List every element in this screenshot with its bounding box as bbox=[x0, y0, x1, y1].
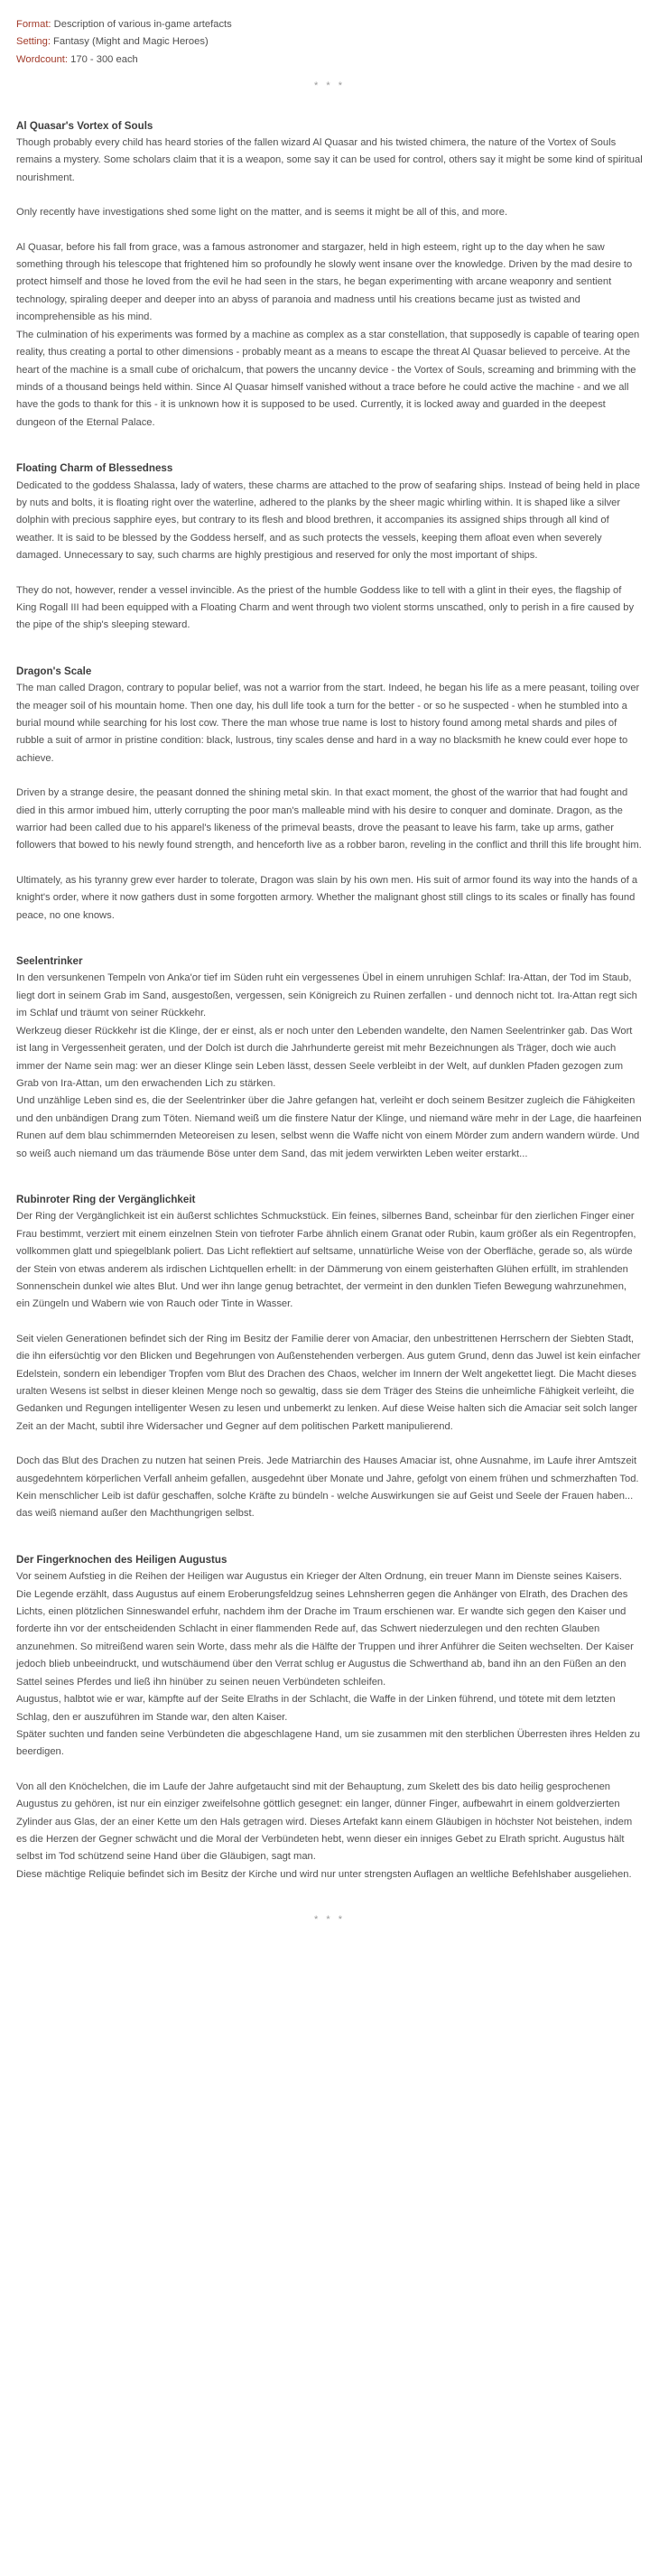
separator-bottom: * * * bbox=[314, 1914, 345, 1926]
wordcount-line bbox=[16, 51, 643, 69]
article-paragraph: Vor seinem Aufstieg in die Reihen der Heiligen war Augustus ein Krieger der Alten Ordnung, ein treuer Mann im Dienste seines Kaisers. bbox=[16, 1571, 622, 1583]
article-paragraph: Driven by a strange desire, the peasant donned the shining metal skin. In that exact moment, the ghost of the warrior that had fought and died in this armor imbued him, utterly corrupting the poor man's malleable mind with his desire to conquer and dominate. Dragon, as the warrior had been called due to his apparel's likeness of the primeval beasts, drove the peasant to leave his farm, take up arms, gather followers that bowed to his newly found strength, and henceforth live as a robber baron, reveling in the conflict and thrill this life brought him. bbox=[16, 787, 642, 851]
article-paragraph: Only recently have investigations shed some light on the matter, and is seems it might be all of this, and more. bbox=[16, 207, 508, 219]
article-paragraph: Die Legende erzählt, dass Augustus auf einem Eroberungsfeldzug seines Lehnsherren gegen die Anhänger von Elrath, des Drachen des Lichts, einen plötzlichen Sinneswandel erfuhr, nachdem ihm der Drache im Traum erschienen war. Er wandte sich gegen den Kaiser und forderte ihn vor der entscheidenden Schlacht in einer flammenden Rede auf, das Schwert niederzulegen und den rechten Glauben anzunehmen. So mitreißend waren sein Worte, dass mehr als die Hälfte der Truppen und ihrer Anführer die Seiten wechselten. Der Kaiser jedoch blieb unbeeindruckt, und wutschäumend über den Verrat schlug er Augustus die Schwerthand ab, band ihn an den Füßen an den Sattel seines Pferdes und ließ ihn hinüber zu seinen neuen Verbündeten schleifen. bbox=[16, 1588, 634, 1688]
article-paragraph: They do not, however, render a vessel invincible. As the priest of the humble Goddess like to tell with a glint in their eyes, the flagship of King Rogall III had been equipped with a Floating Charm and went through two violent storms unscathed, only to perish in a fire caused by the pipe of the ship's sleeping steward. bbox=[16, 584, 635, 631]
article-paragraph: Und unzählige Leben sind es, die der Seelentrinker über die Jahre gefangen hat, verleiht er doch seinem Besitzer zugleich die Fähigkeiten und den unbändigen Drang zum Töten. Niemand weiß um die finstere Natur der Klinge, und niemand wäre mehr in der Lage, die haarfeinen Runen auf dem blau schimmernden Meteoreisen zu lesen, selbst wenn die Waffe nicht von einem Mörder zum andern wandern würde. Und so weiß auch niemand um das träumende Böse unter dem Sand, das mit jedem verwirkten Leben weiter erstarkt... bbox=[16, 1095, 642, 1159]
article-paragraph: Ultimately, as his tyranny grew ever harder to tolerate, Dragon was slain by his own men. His suit of armor found its way into the hands of a knight's order, where it now gathers dust in some forgotten armory. Whether the malignant ghost still clings to its scales or finally has found peace, no one knows. bbox=[16, 874, 638, 921]
article-paragraph: Der Ring der Vergänglichkeit ist ein äußerst schlichtes Schmuckstück. Ein feines, silbernes Band, scheinbar für den zierlichen Finger einer Frau bestimmt, verziert mit einem einzelnen Stein von tiefroter Farbe ähnlich einem Granat oder Rubin, kaum größer als ein Regentropfen, vollkommen glatt und spiegelblank poliert. Das Licht reflektiert auf seltsame, unnatürliche Weise von der Oberfläche, gerade so, als würde der Stein von etwas anderem als irdischen Lichtquellen erhellt: in der Dämmerung von einem geisterhaften Glühen erfüllt, im strahlenden Sonnenschein dunkel wie altes Blut. Und wer ihn lange genug betrachtet, der vermeint in den dunklen Tiefen Bewegung wahrzunehmen, ein Züngeln und Wabern wie von Rauch oder Tinte in Wasser. bbox=[16, 1211, 636, 1310]
article-title: Floating Charm of Blessedness bbox=[16, 462, 173, 475]
wordcount-value: 170 - 300 each bbox=[68, 53, 138, 65]
article-floating-charm bbox=[16, 460, 643, 635]
format-value: Description of various in-game artefacts bbox=[51, 19, 232, 30]
setting-line bbox=[16, 33, 643, 51]
article-seelentrinker bbox=[16, 953, 643, 1163]
wordcount-key: Wordcount: bbox=[16, 53, 69, 65]
article-title: Seelentrinker bbox=[16, 955, 83, 968]
article-paragraph: Diese mächtige Reliquie befindet sich im Besitz der Kirche und wird nur unter strengsten Auflagen an weltliche Befehlshaber ausgeliehen. bbox=[16, 1868, 632, 1880]
article-title: Al Quasar's Vortex of Souls bbox=[16, 119, 153, 132]
setting-value: Fantasy (Might and Magic Heroes) bbox=[50, 36, 209, 48]
article-rubinroter-ring bbox=[16, 1191, 643, 1523]
setting-key: Setting: bbox=[16, 36, 51, 48]
article-paragraph: Though probably every child has heard stories of the fallen wizard Al Quasar and his twisted chimera, the nature of the Vortex of Souls remains a mystery. Some scholars claim that it is a weapon, some say it can be used for control, others say it might be some kind of spiritual nourishment. bbox=[16, 137, 643, 183]
article-title: Dragon's Scale bbox=[16, 665, 92, 677]
article-paragraph: The man called Dragon, contrary to popular belief, was not a warrior from the start. Indeed, he began his life as a mere peasant, toiling over the meager soil of his mountain home. Then one day, his dull life took a turn for the better - or so he suspected - when he stumbled into a burial mound while searching for his lost cow. There the man whose true name is lost to history found among metal shards and piles of rubble a suit of armor in pristine condition: black, lustrous, tiny scales dense and hard in a way no blacksmith he knew could ever hope to achieve. bbox=[16, 683, 640, 764]
separator-top: * * * bbox=[314, 80, 345, 92]
article-fingerknochen bbox=[16, 1551, 643, 1883]
article-paragraph: The culmination of his experiments was formed by a machine as complex as a star constellation, that supposedly is capable of tearing open reality, thus creating a portal to other dimensions - probably meant as a means to escape the threat Al Quasar believed to perceive. At the heart of the machine is a small cube of orichalcum, that powers the uncanny device - the Vortex of Souls, screaming and brimming with the minds of a thousand beings held within. Since Al Quasar himself vanished without a trace before he could active the machine - and we all have the gods to thank for this - it is unknown how it is supposed to be used. Currently, it is locked away and guarded in the deepest dungeon of the Eternal Palace. bbox=[16, 329, 640, 428]
format-line bbox=[16, 16, 643, 33]
article-paragraph: Augustus, halbtot wie er war, kämpfte auf der Seite Elraths in der Schlacht, die Waffe in der Linken führend, und tötete mit dem letzten Schlag, den er auszuführen im Stande war, den alten Kaiser. bbox=[16, 1694, 616, 1723]
article-paragraph: Seit vielen Generationen befindet sich der Ring im Besitz der Familie derer von Amaciar, den unbestrittenen Herrschern der Siebten Stadt, die ihn eifersüchtig vor den Blicken und Begehrungen von Außenstehenden verbergen. Aus gutem Grund, denn das Juwel ist kein einfacher Edelstein, sondern ein lebendiger Tropfen vom Blut des Drachen des Chaos, welcher im Innern der Welt angekettet liegt. Die Macht dieses uralten Wesens ist selbst in dieser kleinen Menge noch so gewaltig, dass sie dem Träger des Steins die unheimliche Fähigkeit verleiht, die Gedanken und Regungen intelligenter Wesen zu lesen und unbemerkt zu lenken. Auf diese Weise halten sich die Amaciar seit solch langer Zeit an der Macht, subtil ihre Widersacher und Gegner auf dem politischen Parkett manipulierend. bbox=[16, 1333, 641, 1432]
article-dragons-scale bbox=[16, 663, 643, 925]
format-key: Format: bbox=[16, 19, 51, 30]
article-paragraph: In den versunkenen Tempeln von Anka'or tief im Süden ruht ein vergessenes Übel in einem unruhigen Schlaf: Ira-Attan, der Tod im Staub, liegt dort in seinem Grab im Sand, ausgestoßen, vergessen, sein Königreich zu Ruinen zerfallen - und dennoch nicht tot. Ira-Attan regt sich im Schlaf und träumt von seiner Rückkehr. bbox=[16, 972, 637, 1019]
article-vortex-of-souls bbox=[16, 117, 643, 432]
article-paragraph: Al Quasar, before his fall from grace, was a famous astronomer and stargazer, held in high esteem, right up to the day when he saw something through his telescope that frightened him so profoundly he slowly went insane over the knowledge. Driven by the mad desire to protect himself and those he loved from the evil he had seen in the stars, he began experimenting with arcane weaponry and sentient technology, spiraling deeper and deeper into an abyss of paranoia and madness until his creations became just as twisted and incomprehensible as his mind. bbox=[16, 241, 633, 323]
article-paragraph: Doch das Blut des Drachen zu nutzen hat seinen Preis. Jede Matriarchin des Hauses Amaciar ist, ohne Ausnahme, im Laufe ihrer Amtszeit ausgedehntem körperlichen Verfall anheim gefallen, ausgedehnt über Monate und Jahre, gefolgt von einem frühen und schmerzhaften Tod. Kein menschlicher Leib ist dafür geschaffen, solche Kräfte zu bündeln - welche Auswirkungen sie auf Geist und Seele der Frauen haben... das weiß niemand außer den Machthungrigen selbst. bbox=[16, 1455, 639, 1520]
article-title: Rubinroter Ring der Vergänglichkeit bbox=[16, 1193, 196, 1205]
article-paragraph: Werkzeug dieser Rückkehr ist die Klinge, der er einst, als er noch unter den Lebenden wandelte, den Namen Seelentrinker gab. Das Wort ist lang in Vergessenheit geraten, und der Dolch ist durch die Jahrhunderte gereist mit mehr Bezeichnungen als Träger, doch wie auch immer der Name sein mag: wer an dieser Klinge sein Leben lässt, dessen Seele verbleibt in der Welt, auf dunklen Pfaden gezogen zum Grab von Ira-Attan, um den erwachenden Lich zu stärken. bbox=[16, 1025, 633, 1089]
article-paragraph: Von all den Knöchelchen, die im Laufe der Jahre aufgetaucht sind mit der Behauptung, zum Skelett des bis dato heilig gesprochenen Augustus zu gehören, ist nur ein einziger zweifelsohne göttlich gesegnet: ein langer, dünner Finger, aufbewahrt in einem goldverzierten Zylinder aus Glas, der an einer Kette um den Hals getragen wird. Dieses Artefakt kann einem Gläubigen in höchster Not beistehen, indem es die Herzen der Gegner schwächt und die Moral der Verbündeten hebt, wenn dieser ein inniges Gebet zu Elrath spricht. Augustus hält selbst im Tod schützend seine Hand über die Gläubigen, sagt man. bbox=[16, 1781, 633, 1863]
article-title: Der Fingerknochen des Heiligen Augustus bbox=[16, 1553, 227, 1566]
metadata-block bbox=[16, 16, 643, 69]
article-paragraph: Später suchten und fanden seine Verbündeten die abgeschlagene Hand, um sie zusammen mit den sterblichen Überresten ihres Helden zu beerdigen. bbox=[16, 1728, 640, 1758]
article-paragraph: Dedicated to the goddess Shalassa, lady of waters, these charms are attached to the prow of seafaring ships. Instead of being held in place by nuts and bolts, it is floating right over the waterline, adhered to the planks by the sheer magic whirling within. It is shaped like a silver dolphin with precious sapphire eyes, but contrary to its flesh and blood brethren, it accompanies its assigned ships through all kind of weather. It is said to be blessed by the Goddess herself, and as such protects the vessels, keeping them afloat even when severely damaged. Unnecessary to say, such charms are highly prestigious and reserved for only the most important of ships. bbox=[16, 479, 640, 562]
